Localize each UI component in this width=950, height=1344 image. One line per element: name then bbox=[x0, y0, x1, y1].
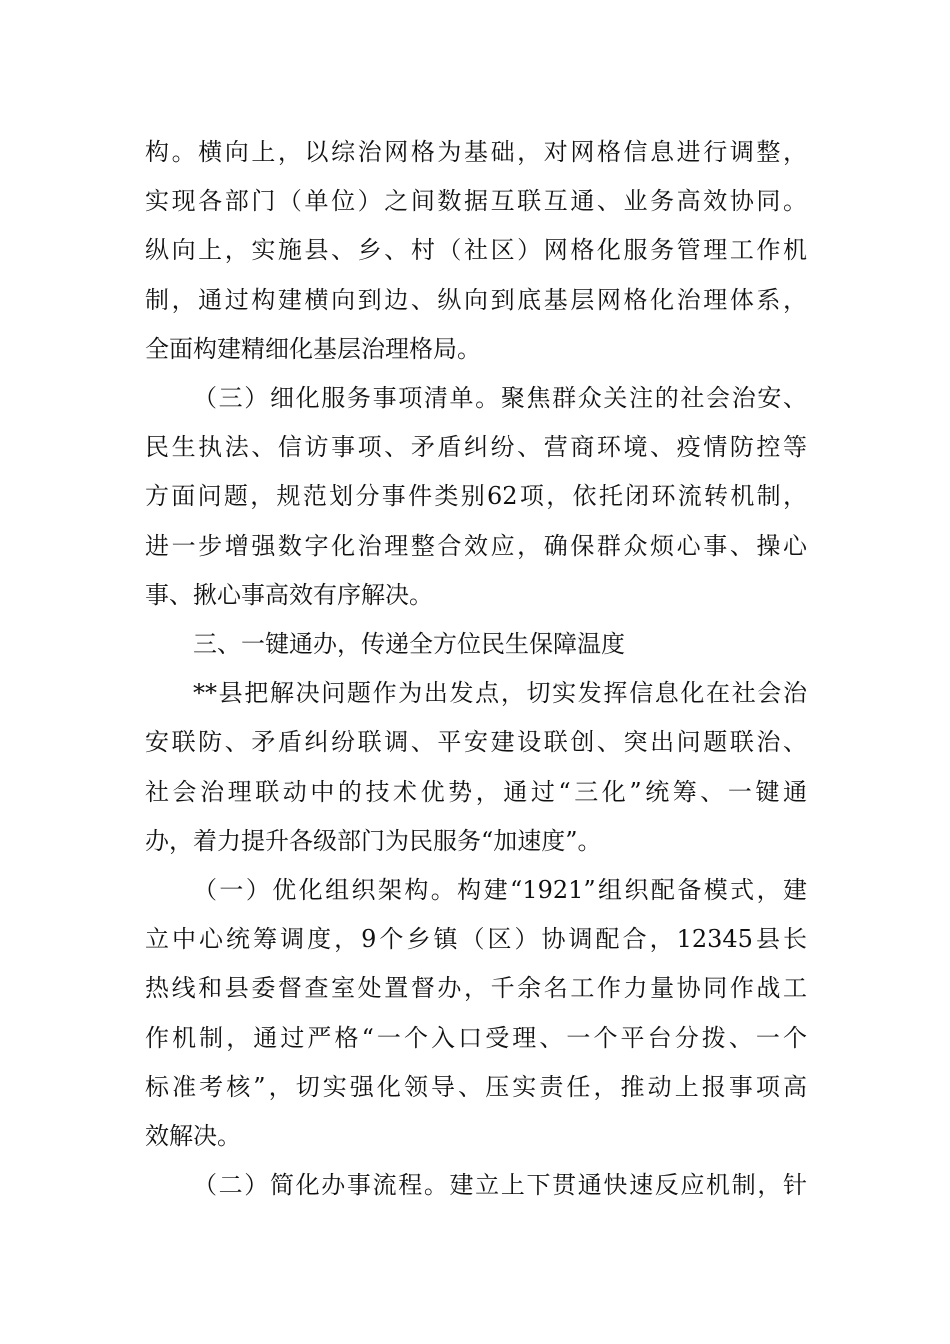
text-line: 社会治理联动中的技术优势，通过“三化”统筹、一键通 bbox=[145, 777, 807, 806]
text-line: 民生执法、信访事项、矛盾纠纷、营商环境、疫情防控等 bbox=[145, 433, 807, 462]
text-line: 立中心统筹调度，9个乡镇（区）协调配合，12345县长 bbox=[145, 925, 807, 954]
text-line: 纵向上，实施县、乡、村（社区）网格化服务管理工作机 bbox=[145, 236, 807, 265]
heading-line: 三、一键通办，传递全方位民生保障温度 bbox=[193, 630, 625, 659]
text-line: 热线和县委督查室处置督办，千余名工作力量协同作战工 bbox=[145, 974, 807, 1003]
text-line: 作机制，通过严格“一个入口受理、一个平台分拨、一个 bbox=[145, 1023, 807, 1052]
section-heading bbox=[145, 620, 807, 669]
text-line: 事、揪心事高效有序解决。 bbox=[145, 580, 433, 609]
paragraph-3 bbox=[145, 669, 807, 866]
text-line: 方面问题，规范划分事件类别62项，依托闭环流转机制， bbox=[145, 482, 807, 511]
text-line: 构。横向上，以综治网格为基础，对网格信息进行调整， bbox=[145, 138, 807, 166]
text-line: （三）细化服务事项清单。聚焦群众关注的社会治安、 bbox=[193, 384, 807, 413]
text-line: **县把解决问题作为出发点，切实发挥信息化在社会治 bbox=[193, 679, 807, 708]
text-line: 标准考核”，切实强化领导、压实责任，推动上报事项高 bbox=[145, 1072, 807, 1101]
paragraph-4 bbox=[145, 866, 807, 1161]
text-line: 实现各部门（单位）之间数据互联互通、业务高效协同。 bbox=[145, 187, 807, 216]
text-line: 制，通过构建横向到边、纵向到底基层网格化治理体系， bbox=[145, 285, 807, 314]
text-line: 效解决。 bbox=[145, 1122, 241, 1151]
text-line: （二）简化办事流程。建立上下贯通快速反应机制，针 bbox=[193, 1171, 807, 1200]
paragraph-1 bbox=[145, 128, 807, 374]
paragraph-5 bbox=[145, 1161, 807, 1210]
paragraph-2 bbox=[145, 374, 807, 620]
text-line: 办，着力提升各级部门为民服务“加速度”。 bbox=[145, 826, 602, 855]
text-line: 进一步增强数字化治理整合效应，确保群众烦心事、操心 bbox=[145, 531, 807, 560]
text-line: 安联防、矛盾纠纷联调、平安建设联创、突出问题联治、 bbox=[145, 728, 807, 757]
text-line: （一）优化组织架构。构建“1921”组织配备模式，建 bbox=[193, 876, 807, 905]
text-line: 全面构建精细化基层治理格局。 bbox=[145, 334, 481, 363]
document-body bbox=[145, 128, 807, 1210]
